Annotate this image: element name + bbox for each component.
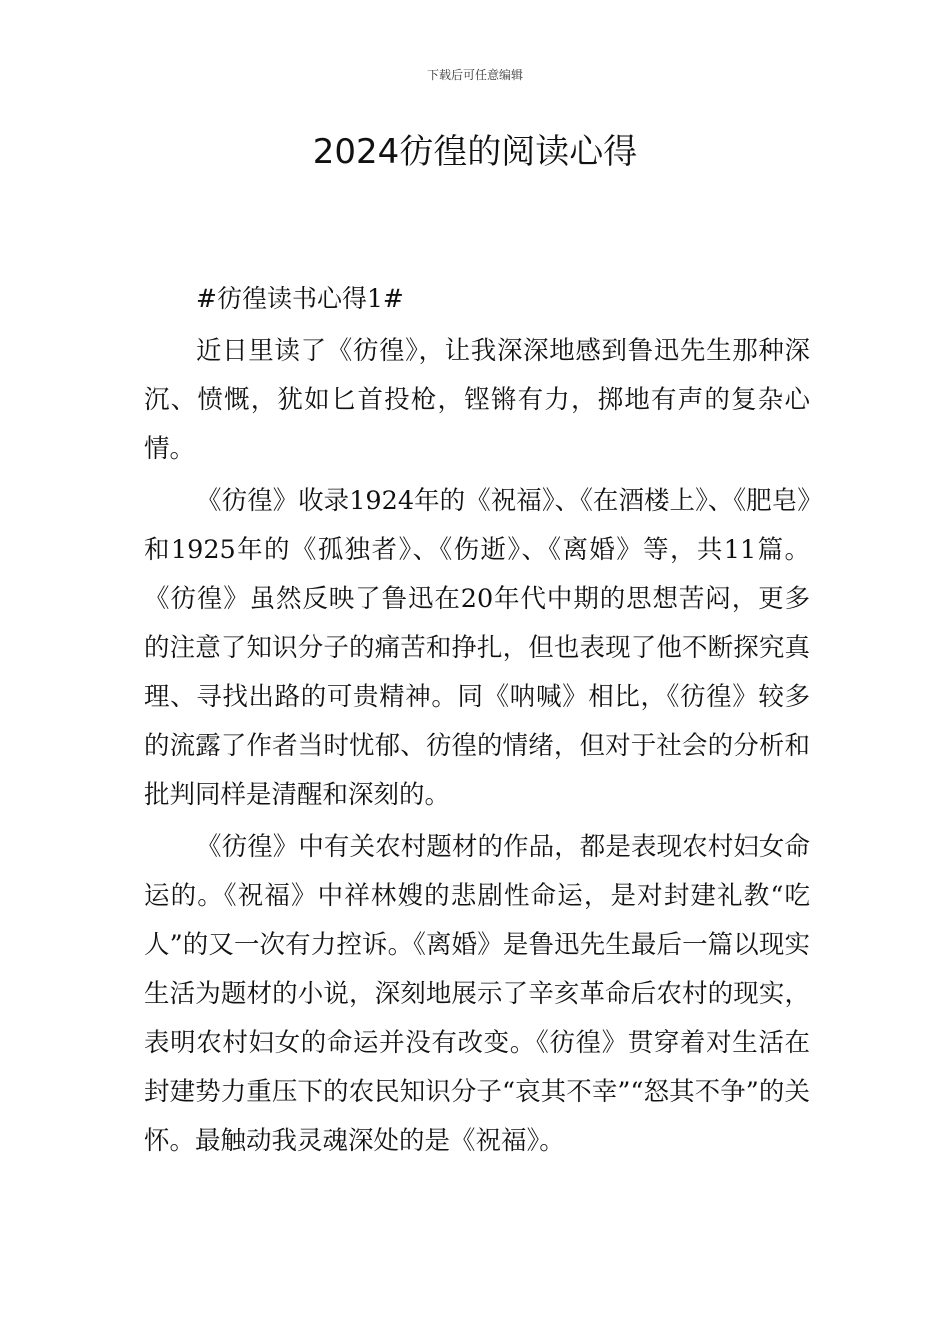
paragraph-2: 《彷徨》收录1924年的《祝福》、《在酒楼上》、《肥皂》和1925年的《孤独者》、《伤逝》、《离婚》等，共11篇。《彷徨》虽然反映了鲁迅在20年代中期的思想苦闷，更多的注意了知识分子的痛苦和挣扎，但也表现了他不断探究真理、寻找出路的可贵精神。同《呐喊》相比，《彷徨》较多的流露了作者当时忧郁、彷徨的情绪，但对于社会的分析和批判同样是清醒和深刻的。	[144, 486, 810, 810]
document-title: 2024彷徨的阅读心得	[312, 132, 638, 172]
header-note: 下载后可任意编辑	[426, 68, 523, 82]
paragraph-3: 《彷徨》中有关农村题材的作品，都是表现农村妇女命运的。《祝福》中祥林嫂的悲剧性命运，是对封建礼教“吃人”的又一次有力控诉。《离婚》是鲁迅先生最后一篇以现实生活为题材的小说，深刻地展示了辛亥革命后农村的现实，表明农村妇女的命运并没有改变。《彷徨》贯穿着对生活在封建势力重压下的农民知识分子“哀其不幸”“怒其不争”的关怀。最触动我灵魂深处的是《祝福》。	[144, 832, 810, 1156]
document-body	[144, 275, 810, 1169]
paragraph-1: 近日里读了《彷徨》，让我深深地感到鲁迅先生那种深沉、愤慨，犹如匕首投枪，铿锵有力，掷地有声的复杂心情。	[144, 336, 810, 464]
section-heading: #彷徨读书心得1#	[196, 284, 404, 313]
